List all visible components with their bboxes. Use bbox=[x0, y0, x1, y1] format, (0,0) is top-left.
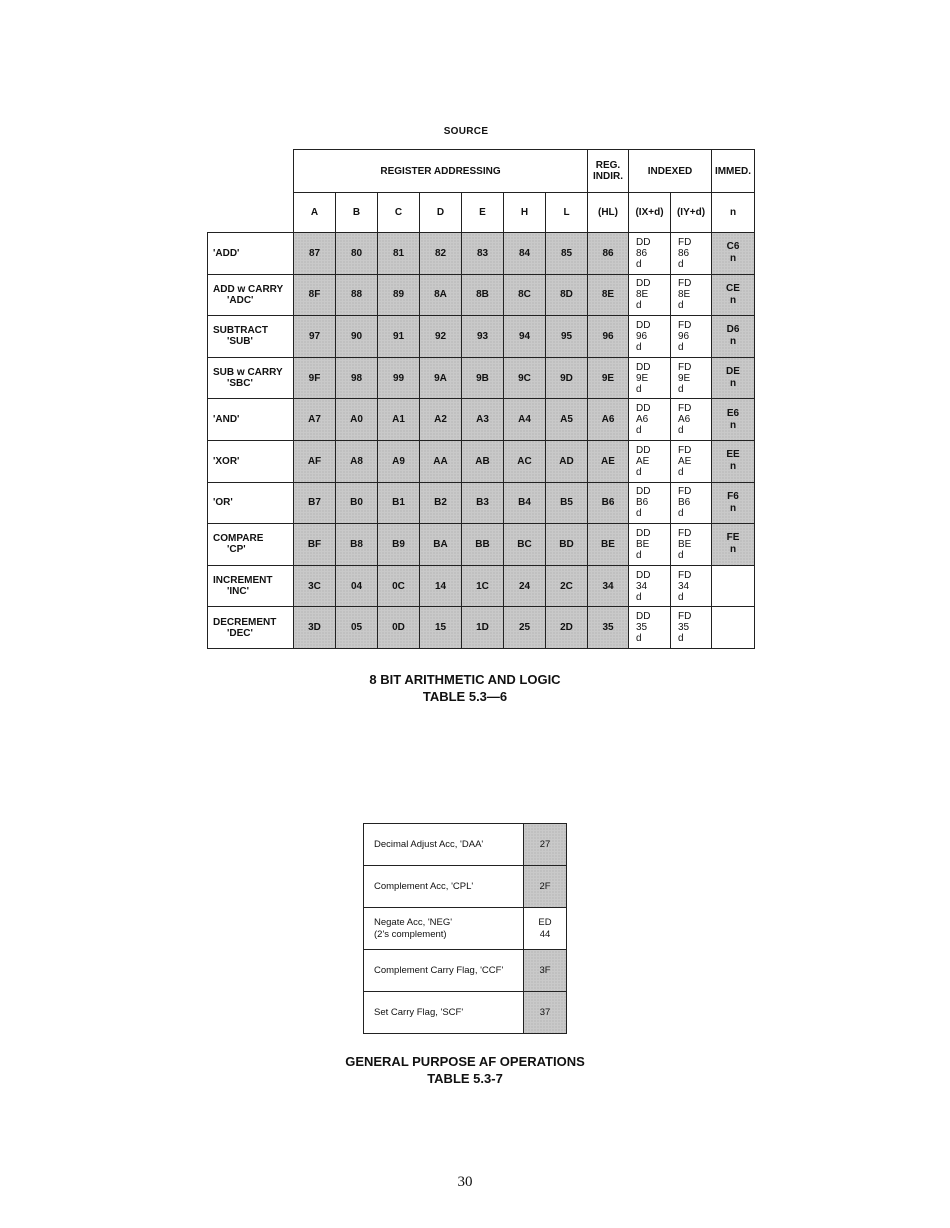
immediate-opcode-cell bbox=[712, 274, 755, 316]
opcode-cell: 8F bbox=[294, 274, 336, 316]
ix-opcode-cell bbox=[629, 440, 671, 482]
opcode-cell bbox=[524, 824, 567, 866]
immediate-opcode-cell bbox=[712, 524, 755, 566]
iy-opcode-line: d bbox=[678, 549, 684, 561]
hl-opcode-cell: 34 bbox=[588, 565, 629, 607]
column-header: n bbox=[712, 193, 755, 233]
table-row bbox=[208, 357, 755, 399]
column-header: B bbox=[336, 193, 378, 233]
row-label-line2: 'CP' bbox=[227, 544, 246, 556]
opcode-cell: BA bbox=[420, 524, 462, 566]
table-row bbox=[208, 524, 755, 566]
opcode-cell: 8D bbox=[546, 274, 588, 316]
hl-opcode-cell: BE bbox=[588, 524, 629, 566]
hl-opcode-cell: 96 bbox=[588, 316, 629, 358]
ix-opcode-line: BE bbox=[636, 538, 650, 550]
iy-opcode-line: d bbox=[678, 508, 684, 520]
ix-opcode-line: 35 bbox=[636, 622, 648, 634]
iy-opcode-line: d bbox=[678, 591, 684, 603]
row-label-line1: INCREMENT bbox=[213, 575, 273, 587]
immediate-opcode: DE bbox=[726, 366, 740, 378]
hl-opcode-cell: 9E bbox=[588, 357, 629, 399]
operation-line1: Complement Carry Flag, 'CCF' bbox=[374, 964, 504, 976]
row-label-line1: ADD w CARRY bbox=[213, 283, 284, 295]
iy-opcode-line: FD bbox=[678, 403, 692, 415]
column-header: (IX+d) bbox=[629, 193, 671, 233]
ix-opcode-cell bbox=[629, 316, 671, 358]
iy-opcode-line: FD bbox=[678, 278, 692, 290]
hl-opcode-cell: 86 bbox=[588, 233, 629, 275]
opcode-cell: A3 bbox=[462, 399, 504, 441]
opcode-cell: A2 bbox=[420, 399, 462, 441]
row-label bbox=[208, 316, 294, 358]
immediate-operand: n bbox=[729, 336, 737, 348]
row-label-line2: 'DEC' bbox=[227, 627, 253, 639]
opcode-line2: 44 bbox=[539, 928, 551, 940]
source-label: SOURCE bbox=[443, 126, 489, 137]
ix-opcode-line: DD bbox=[636, 236, 651, 248]
row-label-line1: SUB w CARRY bbox=[213, 367, 283, 379]
ix-opcode-line: d bbox=[636, 591, 642, 603]
opcode-cell bbox=[524, 992, 567, 1034]
opcode-cell: 04 bbox=[336, 565, 378, 607]
opcode-cell: 1C bbox=[462, 565, 504, 607]
iy-opcode-line: FD bbox=[678, 486, 692, 498]
ix-opcode-line: DD bbox=[636, 403, 651, 415]
opcode-cell: A0 bbox=[336, 399, 378, 441]
ix-opcode-cell bbox=[629, 482, 671, 524]
immediate-opcode: D6 bbox=[726, 324, 740, 336]
immediate-opcode: F6 bbox=[727, 490, 739, 502]
opcode-cell: 89 bbox=[378, 274, 420, 316]
column-header: L bbox=[546, 193, 588, 233]
ix-opcode-line: d bbox=[636, 549, 642, 561]
ix-opcode-line: DD bbox=[636, 319, 651, 331]
column-header: E bbox=[462, 193, 504, 233]
table-row bbox=[364, 950, 567, 992]
iy-opcode-line: FD bbox=[678, 569, 692, 581]
opcode-cell: 24 bbox=[504, 565, 546, 607]
iy-opcode-cell bbox=[671, 233, 712, 275]
immediate-opcode-cell bbox=[712, 607, 755, 649]
iy-opcode-cell bbox=[671, 440, 712, 482]
opcode-cell: 9D bbox=[546, 357, 588, 399]
column-header: (HL) bbox=[588, 193, 629, 233]
ix-opcode-line: 9E bbox=[636, 372, 649, 384]
opcode-cell: 1D bbox=[462, 607, 504, 649]
opcode-cell: 99 bbox=[378, 357, 420, 399]
opcode-cell: 0D bbox=[378, 607, 420, 649]
opcode-cell bbox=[524, 908, 567, 950]
opcode-cell: 94 bbox=[504, 316, 546, 358]
ix-opcode-line: A6 bbox=[636, 414, 649, 426]
opcode-cell: A1 bbox=[378, 399, 420, 441]
hl-opcode-cell: 35 bbox=[588, 607, 629, 649]
iy-opcode-cell bbox=[671, 565, 712, 607]
row-label-line2: 'SBC' bbox=[227, 378, 253, 390]
row-label bbox=[208, 357, 294, 399]
immediate-opcode-cell bbox=[712, 565, 755, 607]
opcode-cell: AD bbox=[546, 440, 588, 482]
immediate-opcode: E6 bbox=[726, 407, 740, 419]
ix-opcode-cell bbox=[629, 233, 671, 275]
row-label-line2: 'INC' bbox=[227, 586, 249, 598]
iy-opcode-line: A6 bbox=[678, 414, 691, 426]
table-row bbox=[208, 607, 755, 649]
opcode-cell: 92 bbox=[420, 316, 462, 358]
page-number: 30 bbox=[457, 1174, 473, 1190]
opcode-cell: A5 bbox=[546, 399, 588, 441]
immediate-operand: n bbox=[729, 544, 737, 556]
immediate-opcode: EE bbox=[726, 449, 740, 461]
opcode-cell: 3C bbox=[294, 565, 336, 607]
row-label bbox=[208, 565, 294, 607]
iy-opcode-line: FD bbox=[678, 361, 692, 373]
opcode-cell: A7 bbox=[294, 399, 336, 441]
blank-corner-2 bbox=[208, 193, 294, 233]
immediate-opcode-cell bbox=[712, 399, 755, 441]
ix-opcode-line: 86 bbox=[636, 247, 648, 259]
opcode-cell: 14 bbox=[420, 565, 462, 607]
immediate-opcode-cell bbox=[712, 482, 755, 524]
opcode-cell: 80 bbox=[336, 233, 378, 275]
table-row bbox=[208, 399, 755, 441]
opcode-cell: 90 bbox=[336, 316, 378, 358]
immediate-operand: n bbox=[729, 294, 737, 306]
opcode-cell bbox=[524, 950, 567, 992]
immediate-opcode-cell bbox=[712, 357, 755, 399]
iy-opcode-cell bbox=[671, 399, 712, 441]
row-label-line1: DECREMENT bbox=[213, 616, 277, 628]
opcode-cell: 85 bbox=[546, 233, 588, 275]
iy-opcode-line: d bbox=[678, 466, 684, 478]
iy-opcode-cell bbox=[671, 357, 712, 399]
row-label bbox=[208, 440, 294, 482]
opcode-cell: B1 bbox=[378, 482, 420, 524]
opcode-cell: B4 bbox=[504, 482, 546, 524]
opcode-cell: 8A bbox=[420, 274, 462, 316]
immediate-operand: n bbox=[729, 253, 737, 265]
table-row bbox=[208, 482, 755, 524]
opcode-cell: 15 bbox=[420, 607, 462, 649]
operation-label bbox=[364, 950, 524, 992]
ix-opcode-line: 8E bbox=[636, 289, 649, 301]
opcode-cell: 3D bbox=[294, 607, 336, 649]
iy-opcode-line: FD bbox=[678, 236, 692, 248]
row-label-line1: 'OR' bbox=[213, 497, 233, 509]
ix-opcode-line: DD bbox=[636, 486, 651, 498]
ix-opcode-line: 34 bbox=[636, 580, 648, 592]
row-label bbox=[208, 233, 294, 275]
opcode-cell: BC bbox=[504, 524, 546, 566]
ix-opcode-line: DD bbox=[636, 444, 651, 456]
iy-opcode-cell bbox=[671, 482, 712, 524]
ix-opcode-cell bbox=[629, 274, 671, 316]
row-label-line1: 'ADD' bbox=[213, 247, 240, 259]
column-header: D bbox=[420, 193, 462, 233]
caption-table-number-2: TABLE 5.3-7 bbox=[427, 1071, 503, 1086]
iy-opcode-line: FD bbox=[678, 611, 692, 623]
iy-opcode-line: 8E bbox=[678, 289, 691, 301]
opcode-cell: 9A bbox=[420, 357, 462, 399]
opcode-line1: 2F bbox=[539, 880, 551, 892]
operation-label bbox=[364, 866, 524, 908]
ix-opcode-cell bbox=[629, 357, 671, 399]
row-label-line1: COMPARE bbox=[213, 533, 264, 545]
row-label bbox=[208, 607, 294, 649]
ix-opcode-line: DD bbox=[636, 527, 651, 539]
opcode-cell: 9B bbox=[462, 357, 504, 399]
ix-opcode-line: DD bbox=[636, 361, 651, 373]
immediate-opcode: CE bbox=[726, 282, 740, 294]
opcode-cell: B0 bbox=[336, 482, 378, 524]
iy-opcode-line: B6 bbox=[678, 497, 691, 509]
ix-opcode-line: DD bbox=[636, 569, 651, 581]
register-addressing-header: REGISTER ADDRESSING bbox=[294, 150, 588, 193]
table-5-3-6-caption bbox=[280, 671, 650, 705]
opcode-cell: 93 bbox=[462, 316, 504, 358]
iy-opcode-cell bbox=[671, 274, 712, 316]
immediate-operand: n bbox=[729, 378, 737, 390]
iy-opcode-line: FD bbox=[678, 319, 692, 331]
arithmetic-logic-table bbox=[207, 149, 755, 649]
immediate-opcode: FE bbox=[726, 532, 740, 544]
ix-opcode-line: d bbox=[636, 258, 642, 270]
immediate-opcode: C6 bbox=[726, 241, 740, 253]
opcode-line1: 27 bbox=[539, 838, 551, 850]
row-label bbox=[208, 274, 294, 316]
caption-table-number: TABLE 5.3—6 bbox=[422, 689, 508, 704]
opcode-line1: 37 bbox=[539, 1006, 551, 1018]
ix-opcode-line: d bbox=[636, 466, 642, 478]
opcode-cell: BB bbox=[462, 524, 504, 566]
column-header: A bbox=[294, 193, 336, 233]
reg-indir-header bbox=[588, 150, 629, 193]
opcode-cell: 87 bbox=[294, 233, 336, 275]
table-row bbox=[208, 440, 755, 482]
table-row bbox=[364, 866, 567, 908]
opcode-cell: 88 bbox=[336, 274, 378, 316]
opcode-cell: AA bbox=[420, 440, 462, 482]
iy-opcode-line: FD bbox=[678, 527, 692, 539]
operation-line1: Negate Acc, 'NEG' bbox=[374, 916, 453, 928]
opcode-cell: B3 bbox=[462, 482, 504, 524]
immed-header: IMMED. bbox=[712, 150, 755, 193]
ix-opcode-line: d bbox=[636, 300, 642, 312]
opcode-cell: 97 bbox=[294, 316, 336, 358]
opcode-cell: 98 bbox=[336, 357, 378, 399]
ix-opcode-cell bbox=[629, 524, 671, 566]
opcode-cell: 95 bbox=[546, 316, 588, 358]
caption-title: 8 BIT ARITHMETIC AND LOGIC bbox=[369, 672, 561, 687]
iy-opcode-cell bbox=[671, 607, 712, 649]
row-label bbox=[208, 482, 294, 524]
opcode-cell: 82 bbox=[420, 233, 462, 275]
opcode-line1: 3F bbox=[539, 964, 551, 976]
opcode-cell: BD bbox=[546, 524, 588, 566]
operation-line1: Set Carry Flag, 'SCF' bbox=[374, 1006, 464, 1018]
opcode-cell: B9 bbox=[378, 524, 420, 566]
af-operations-table bbox=[363, 823, 567, 1034]
ix-opcode-line: B6 bbox=[636, 497, 649, 509]
immediate-opcode-cell bbox=[712, 233, 755, 275]
iy-opcode-line: FD bbox=[678, 444, 692, 456]
row-label-line1: 'XOR' bbox=[213, 455, 240, 467]
immediate-opcode-cell bbox=[712, 440, 755, 482]
opcode-cell: 8B bbox=[462, 274, 504, 316]
iy-opcode-line: d bbox=[678, 383, 684, 395]
opcode-cell: 9F bbox=[294, 357, 336, 399]
opcode-cell: AF bbox=[294, 440, 336, 482]
ix-opcode-line: d bbox=[636, 633, 642, 645]
ix-opcode-line: d bbox=[636, 425, 642, 437]
hl-opcode-cell: AE bbox=[588, 440, 629, 482]
ix-opcode-line: AE bbox=[636, 455, 650, 467]
hl-opcode-cell: A6 bbox=[588, 399, 629, 441]
immediate-opcode-cell bbox=[712, 316, 755, 358]
table-row bbox=[208, 316, 755, 358]
iy-opcode-line: 34 bbox=[678, 580, 690, 592]
ix-opcode-cell bbox=[629, 399, 671, 441]
table-row bbox=[364, 992, 567, 1034]
iy-opcode-line: d bbox=[678, 341, 684, 353]
opcode-cell: A8 bbox=[336, 440, 378, 482]
opcode-cell: A9 bbox=[378, 440, 420, 482]
column-header: (IY+d) bbox=[671, 193, 712, 233]
iy-opcode-cell bbox=[671, 316, 712, 358]
row-label-line1: 'AND' bbox=[213, 414, 240, 426]
table-row bbox=[208, 274, 755, 316]
iy-opcode-line: 96 bbox=[678, 330, 690, 342]
caption-title-2: GENERAL PURPOSE AF OPERATIONS bbox=[345, 1054, 585, 1069]
ix-opcode-line: DD bbox=[636, 611, 651, 623]
opcode-cell: AC bbox=[504, 440, 546, 482]
row-label bbox=[208, 399, 294, 441]
opcode-cell: A4 bbox=[504, 399, 546, 441]
row-label-line2: 'SUB' bbox=[227, 336, 253, 348]
opcode-cell: B2 bbox=[420, 482, 462, 524]
ix-opcode-cell bbox=[629, 565, 671, 607]
iy-opcode-cell bbox=[671, 524, 712, 566]
opcode-cell: 91 bbox=[378, 316, 420, 358]
row-label bbox=[208, 524, 294, 566]
opcode-cell: B7 bbox=[294, 482, 336, 524]
opcode-cell: 9C bbox=[504, 357, 546, 399]
ix-opcode-line: d bbox=[636, 383, 642, 395]
immediate-operand: n bbox=[729, 419, 737, 431]
opcode-cell: B5 bbox=[546, 482, 588, 524]
opcode-cell: 8C bbox=[504, 274, 546, 316]
opcode-cell: 2C bbox=[546, 565, 588, 607]
ix-opcode-line: 96 bbox=[636, 330, 648, 342]
opcode-cell: BF bbox=[294, 524, 336, 566]
operation-label bbox=[364, 908, 524, 950]
ix-opcode-line: d bbox=[636, 341, 642, 353]
iy-opcode-line: d bbox=[678, 300, 684, 312]
operation-line1: Complement Acc, 'CPL' bbox=[374, 880, 474, 892]
column-header: H bbox=[504, 193, 546, 233]
hl-opcode-cell: 8E bbox=[588, 274, 629, 316]
immediate-operand: n bbox=[729, 461, 737, 473]
opcode-cell: B8 bbox=[336, 524, 378, 566]
opcode-cell: 05 bbox=[336, 607, 378, 649]
opcode-cell: 2D bbox=[546, 607, 588, 649]
immediate-operand: n bbox=[729, 502, 737, 514]
iy-opcode-line: 9E bbox=[678, 372, 691, 384]
column-header: C bbox=[378, 193, 420, 233]
opcode-cell: 25 bbox=[504, 607, 546, 649]
ix-opcode-cell bbox=[629, 607, 671, 649]
table-row bbox=[364, 908, 567, 950]
table-row bbox=[208, 565, 755, 607]
operation-line2: (2's complement) bbox=[374, 928, 447, 940]
row-label-line2: 'ADC' bbox=[227, 294, 254, 306]
table-5-3-7-caption bbox=[260, 1053, 670, 1087]
iy-opcode-line: BE bbox=[678, 538, 692, 550]
iy-opcode-line: AE bbox=[678, 455, 692, 467]
iy-opcode-line: d bbox=[678, 633, 684, 645]
opcode-cell: 84 bbox=[504, 233, 546, 275]
opcode-cell: 0C bbox=[378, 565, 420, 607]
ix-opcode-line: DD bbox=[636, 278, 651, 290]
opcode-cell bbox=[524, 866, 567, 908]
reg-indir-line1: REG. bbox=[595, 160, 621, 171]
operation-label bbox=[364, 992, 524, 1034]
iy-opcode-line: 35 bbox=[678, 622, 690, 634]
iy-opcode-line: d bbox=[678, 425, 684, 437]
operation-label bbox=[364, 824, 524, 866]
opcode-cell: 83 bbox=[462, 233, 504, 275]
ix-opcode-line: d bbox=[636, 508, 642, 520]
row-label-line1: SUBTRACT bbox=[213, 325, 268, 337]
opcode-cell: 81 bbox=[378, 233, 420, 275]
blank-corner bbox=[208, 150, 294, 193]
indexed-header: INDEXED bbox=[629, 150, 712, 193]
hl-opcode-cell: B6 bbox=[588, 482, 629, 524]
reg-indir-line2: INDIR. bbox=[593, 171, 623, 182]
opcode-line1: ED bbox=[538, 916, 552, 928]
opcode-cell: AB bbox=[462, 440, 504, 482]
iy-opcode-line: d bbox=[678, 258, 684, 270]
iy-opcode-line: 86 bbox=[678, 247, 690, 259]
table-row bbox=[364, 824, 567, 866]
operation-line1: Decimal Adjust Acc, 'DAA' bbox=[374, 838, 484, 850]
table-row bbox=[208, 233, 755, 275]
